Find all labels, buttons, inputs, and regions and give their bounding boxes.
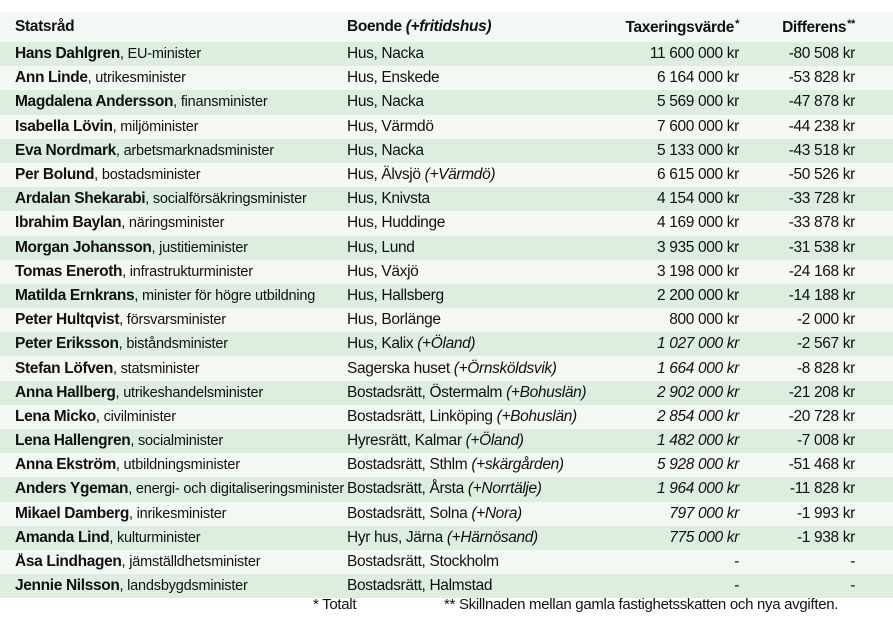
- housing-cell: [345, 505, 615, 523]
- assessed-value: 6 615 000 kr: [657, 166, 739, 184]
- vacation-home: (+skärgården): [471, 456, 564, 474]
- vacation-home: (+Härnösand): [446, 528, 538, 546]
- housing-cell: [345, 360, 615, 378]
- minister-cell: [0, 263, 345, 281]
- table-row: [0, 381, 893, 405]
- housing-type: Hus, Nacka: [347, 93, 424, 111]
- assessed-value: 3 198 000 kr: [657, 262, 739, 280]
- minister-cell: [0, 214, 345, 232]
- minister-cell: [0, 456, 345, 474]
- difference-value: -: [850, 577, 855, 595]
- table-footnotes: [0, 594, 893, 618]
- header-boende-note: (+fritidshus): [405, 18, 492, 35]
- minister-role: , landsbygdsminister: [119, 578, 248, 595]
- table-row: [0, 187, 893, 211]
- vacation-home: (+Norrtälje): [467, 480, 542, 498]
- housing-type: Hus, Nacka: [347, 141, 424, 159]
- minister-name: Stefan Löfven: [15, 359, 113, 377]
- housing-cell: [345, 553, 615, 571]
- assessed-value: 2 902 000 kr: [657, 383, 739, 401]
- vacation-home: (+Bohuslän): [496, 407, 577, 425]
- table-row: [0, 115, 893, 139]
- table-row: [0, 477, 893, 501]
- vacation-home: (+Öland): [417, 335, 476, 353]
- minister-cell: [0, 166, 345, 184]
- table-body: [0, 42, 893, 598]
- minister-role: , biståndsminister: [118, 336, 228, 353]
- difference-value: -7 008 kr: [796, 432, 855, 450]
- housing-type: Bostadsrätt, Östermalm: [347, 383, 503, 401]
- minister-name: Lena Hallengren: [15, 432, 131, 450]
- housing-cell: [345, 311, 615, 329]
- minister-cell: [0, 287, 345, 305]
- housing-cell: [345, 432, 615, 450]
- housing-cell: [345, 69, 615, 87]
- housing-type: Hus, Älvsjö: [347, 166, 421, 184]
- assessed-value: 800 000 kr: [669, 311, 739, 329]
- difference-value: -1 993 kr: [796, 504, 855, 522]
- housing-cell: [345, 45, 615, 63]
- housing-cell: [345, 577, 615, 595]
- minister-role: , minister för högre utbildning: [134, 287, 316, 304]
- header-taxeringsvarde: Taxeringsvärde*: [625, 17, 739, 36]
- minister-cell: [0, 45, 345, 63]
- minister-name: Per Bolund: [15, 166, 95, 184]
- minister-role: , civilminister: [95, 408, 176, 425]
- difference-value: -43 518 kr: [788, 141, 855, 159]
- minister-cell: [0, 311, 345, 329]
- housing-type: Bostadsrätt, Stockholm: [347, 553, 499, 571]
- housing-cell: [345, 456, 615, 474]
- housing-cell: [345, 166, 615, 184]
- minister-cell: [0, 480, 345, 498]
- housing-type: Sagerska huset: [347, 359, 450, 377]
- difference-value: -47 878 kr: [788, 93, 855, 111]
- housing-cell: [345, 384, 615, 402]
- difference-value: -51 468 kr: [788, 456, 855, 474]
- housing-type: Bostadsrätt, Sthlm: [347, 456, 468, 474]
- minister-cell: [0, 432, 345, 450]
- assessed-value: 775 000 kr: [669, 528, 739, 546]
- minister-role: , socialminister: [130, 433, 224, 450]
- difference-value: -33 728 kr: [788, 190, 855, 208]
- difference-value: -50 526 kr: [788, 166, 855, 184]
- minister-role: , jämställdhetsminister: [121, 554, 261, 571]
- housing-type: Hus, Nacka: [347, 45, 424, 63]
- minister-cell: [0, 190, 345, 208]
- assessed-value: 2 854 000 kr: [657, 407, 739, 425]
- housing-type: Hus, Borlänge: [347, 311, 441, 329]
- table-row: [0, 66, 893, 90]
- assessed-value: -: [734, 577, 739, 595]
- housing-cell: [345, 93, 615, 111]
- table-row: [0, 453, 893, 477]
- minister-role: , inrikesminister: [128, 505, 227, 522]
- difference-value: -24 168 kr: [788, 262, 855, 280]
- assessed-value: 5 133 000 kr: [657, 141, 739, 159]
- assessed-value: 3 935 000 kr: [657, 238, 739, 256]
- table-row: [0, 429, 893, 453]
- difference-value: -1 938 kr: [796, 528, 855, 546]
- table-row: [0, 90, 893, 114]
- minister-cell: [0, 553, 345, 571]
- housing-type: Bostadsrätt, Solna: [347, 504, 468, 522]
- table-row: [0, 211, 893, 235]
- minister-role: , energi- och digitaliseringsminister: [128, 481, 345, 498]
- difference-value: -20 728 kr: [788, 407, 855, 425]
- minister-name: Matilda Ernkrans: [15, 286, 135, 304]
- housing-type: Hus, Knivsta: [347, 190, 430, 208]
- minister-role: , EU-minister: [119, 46, 202, 63]
- housing-cell: [345, 335, 615, 353]
- table-row: [0, 405, 893, 429]
- housing-type: Hus, Enskede: [347, 69, 440, 87]
- table-row: [0, 42, 893, 66]
- minister-role: , näringsminister: [121, 215, 225, 232]
- housing-type: Hus, Lund: [347, 238, 415, 256]
- housing-type: Hus, Växjö: [347, 262, 419, 280]
- assessed-value: 797 000 kr: [669, 504, 739, 522]
- table-row: [0, 526, 893, 550]
- minister-name: Ibrahim Baylan: [15, 214, 122, 232]
- table-row: [0, 308, 893, 332]
- assessed-value: 5 569 000 kr: [657, 93, 739, 111]
- minister-name: Anders Ygeman: [15, 480, 129, 498]
- difference-value: -80 508 kr: [788, 45, 855, 63]
- housing-cell: [345, 287, 615, 305]
- housing-cell: [345, 408, 615, 426]
- table-header-row: [0, 12, 893, 42]
- vacation-home: (+Öland): [465, 432, 524, 450]
- ministers-housing-table: [0, 12, 893, 598]
- minister-name: Jennie Nilsson: [15, 577, 120, 595]
- housing-cell: [345, 142, 615, 160]
- minister-name: Isabella Lövin: [15, 117, 113, 135]
- minister-cell: [0, 118, 345, 136]
- table-row: [0, 550, 893, 574]
- housing-cell: [345, 529, 615, 547]
- minister-role: , arbetsmarknadsminister: [115, 142, 274, 159]
- minister-name: Åsa Lindhagen: [15, 553, 122, 571]
- housing-type: Hyresrätt, Kalmar: [347, 432, 462, 450]
- minister-role: , justitieminister: [151, 239, 248, 256]
- difference-value: -2 000 kr: [796, 311, 855, 329]
- minister-name: Hans Dahlgren: [15, 45, 120, 63]
- housing-type: Bostadsrätt, Årsta: [347, 480, 464, 498]
- difference-value: -14 188 kr: [788, 286, 855, 304]
- minister-role: , statsminister: [112, 360, 200, 377]
- minister-cell: [0, 577, 345, 595]
- minister-role: , försvarsminister: [119, 312, 226, 329]
- footnote-differens: ** Skillnaden mellan gamla fastighetsskatten och nya avgiften.: [444, 596, 839, 613]
- minister-name: Ardalan Shekarabi: [15, 190, 146, 208]
- footnote-totalt: * Totalt: [313, 596, 357, 613]
- minister-name: Lena Micko: [15, 407, 96, 425]
- assessed-value: 1 027 000 kr: [657, 335, 739, 353]
- difference-value: -21 208 kr: [788, 383, 855, 401]
- minister-cell: [0, 384, 345, 402]
- table-row: [0, 139, 893, 163]
- table-row: [0, 260, 893, 284]
- housing-cell: [345, 214, 615, 232]
- assessed-value: 1 664 000 kr: [657, 359, 739, 377]
- minister-cell: [0, 408, 345, 426]
- minister-name: Peter Hultqvist: [15, 311, 120, 329]
- minister-cell: [0, 335, 345, 353]
- minister-name: Tomas Eneroth: [15, 262, 123, 280]
- housing-type: Hus, Hallsberg: [347, 286, 444, 304]
- minister-name: Anna Ekström: [15, 456, 116, 474]
- minister-role: , socialförsäkringsminister: [145, 191, 307, 208]
- minister-role: , kulturminister: [109, 529, 201, 546]
- assessed-value: 2 200 000 kr: [657, 286, 739, 304]
- housing-cell: [345, 190, 615, 208]
- assessed-value: 7 600 000 kr: [657, 117, 739, 135]
- housing-cell: [345, 263, 615, 281]
- assessed-value: 1 482 000 kr: [657, 432, 739, 450]
- vacation-home: (+Bohuslän): [506, 383, 587, 401]
- table-row: [0, 284, 893, 308]
- minister-name: Anna Hallberg: [15, 383, 116, 401]
- minister-role: , utrikesminister: [87, 70, 186, 87]
- minister-role: , utbildningsminister: [115, 457, 240, 474]
- difference-value: -11 828 kr: [789, 480, 855, 498]
- housing-cell: [345, 480, 615, 498]
- minister-role: , infrastrukturminister: [122, 263, 253, 280]
- table-row: [0, 502, 893, 526]
- difference-value: -33 878 kr: [788, 214, 855, 232]
- minister-name: Magdalena Andersson: [15, 93, 174, 111]
- table-row: [0, 332, 893, 356]
- minister-role: , utrikeshandelsminister: [115, 384, 264, 401]
- minister-cell: [0, 360, 345, 378]
- minister-name: Ann Linde: [15, 69, 88, 87]
- vacation-home: (+Örnsköldsvik): [453, 359, 557, 377]
- minister-role: , miljöminister: [112, 118, 199, 135]
- assessed-value: 5 928 000 kr: [657, 456, 739, 474]
- minister-cell: [0, 239, 345, 257]
- housing-type: Hus, Huddinge: [347, 214, 445, 232]
- housing-cell: [345, 118, 615, 136]
- minister-name: Mikael Damberg: [15, 504, 129, 522]
- table-row: [0, 356, 893, 380]
- header-statsrad: Statsråd: [15, 18, 75, 35]
- vacation-home: (+Värmdö): [424, 166, 496, 184]
- assessed-value: 11 600 000 kr: [649, 45, 739, 63]
- difference-value: -: [850, 553, 855, 571]
- minister-name: Morgan Johansson: [15, 238, 152, 256]
- minister-name: Peter Eriksson: [15, 335, 119, 353]
- minister-role: , bostadsminister: [94, 167, 201, 184]
- housing-type: Hus, Värmdö: [347, 117, 434, 135]
- minister-cell: [0, 93, 345, 111]
- housing-type: Hus, Kalix: [347, 335, 414, 353]
- footnote-marker: *: [735, 17, 739, 30]
- minister-cell: [0, 529, 345, 547]
- vacation-home: (+Nora): [471, 504, 522, 522]
- minister-name: Amanda Lind: [15, 528, 110, 546]
- minister-cell: [0, 142, 345, 160]
- housing-type: Hyr hus, Järna: [347, 528, 443, 546]
- difference-value: -44 238 kr: [788, 117, 855, 135]
- difference-value: -8 828 kr: [796, 359, 855, 377]
- minister-cell: [0, 505, 345, 523]
- header-boende: Boende (+fritidshus): [347, 18, 492, 35]
- footnote-marker: **: [847, 17, 855, 30]
- difference-value: -31 538 kr: [788, 238, 855, 256]
- housing-cell: [345, 239, 615, 257]
- assessed-value: 6 164 000 kr: [657, 69, 739, 87]
- difference-value: -53 828 kr: [788, 69, 855, 87]
- minister-cell: [0, 69, 345, 87]
- difference-value: -2 567 kr: [796, 335, 855, 353]
- header-differens: Differens**: [782, 17, 855, 36]
- assessed-value: -: [734, 553, 739, 571]
- minister-role: , finansminister: [173, 94, 268, 111]
- table-row: [0, 163, 893, 187]
- housing-type: Bostadsrätt, Linköping: [347, 407, 493, 425]
- assessed-value: 4 154 000 kr: [657, 190, 739, 208]
- table-row: [0, 236, 893, 260]
- assessed-value: 1 964 000 kr: [657, 480, 739, 498]
- housing-type: Bostadsrätt, Halmstad: [347, 577, 493, 595]
- minister-name: Eva Nordmark: [15, 141, 116, 159]
- assessed-value: 4 169 000 kr: [657, 214, 739, 232]
